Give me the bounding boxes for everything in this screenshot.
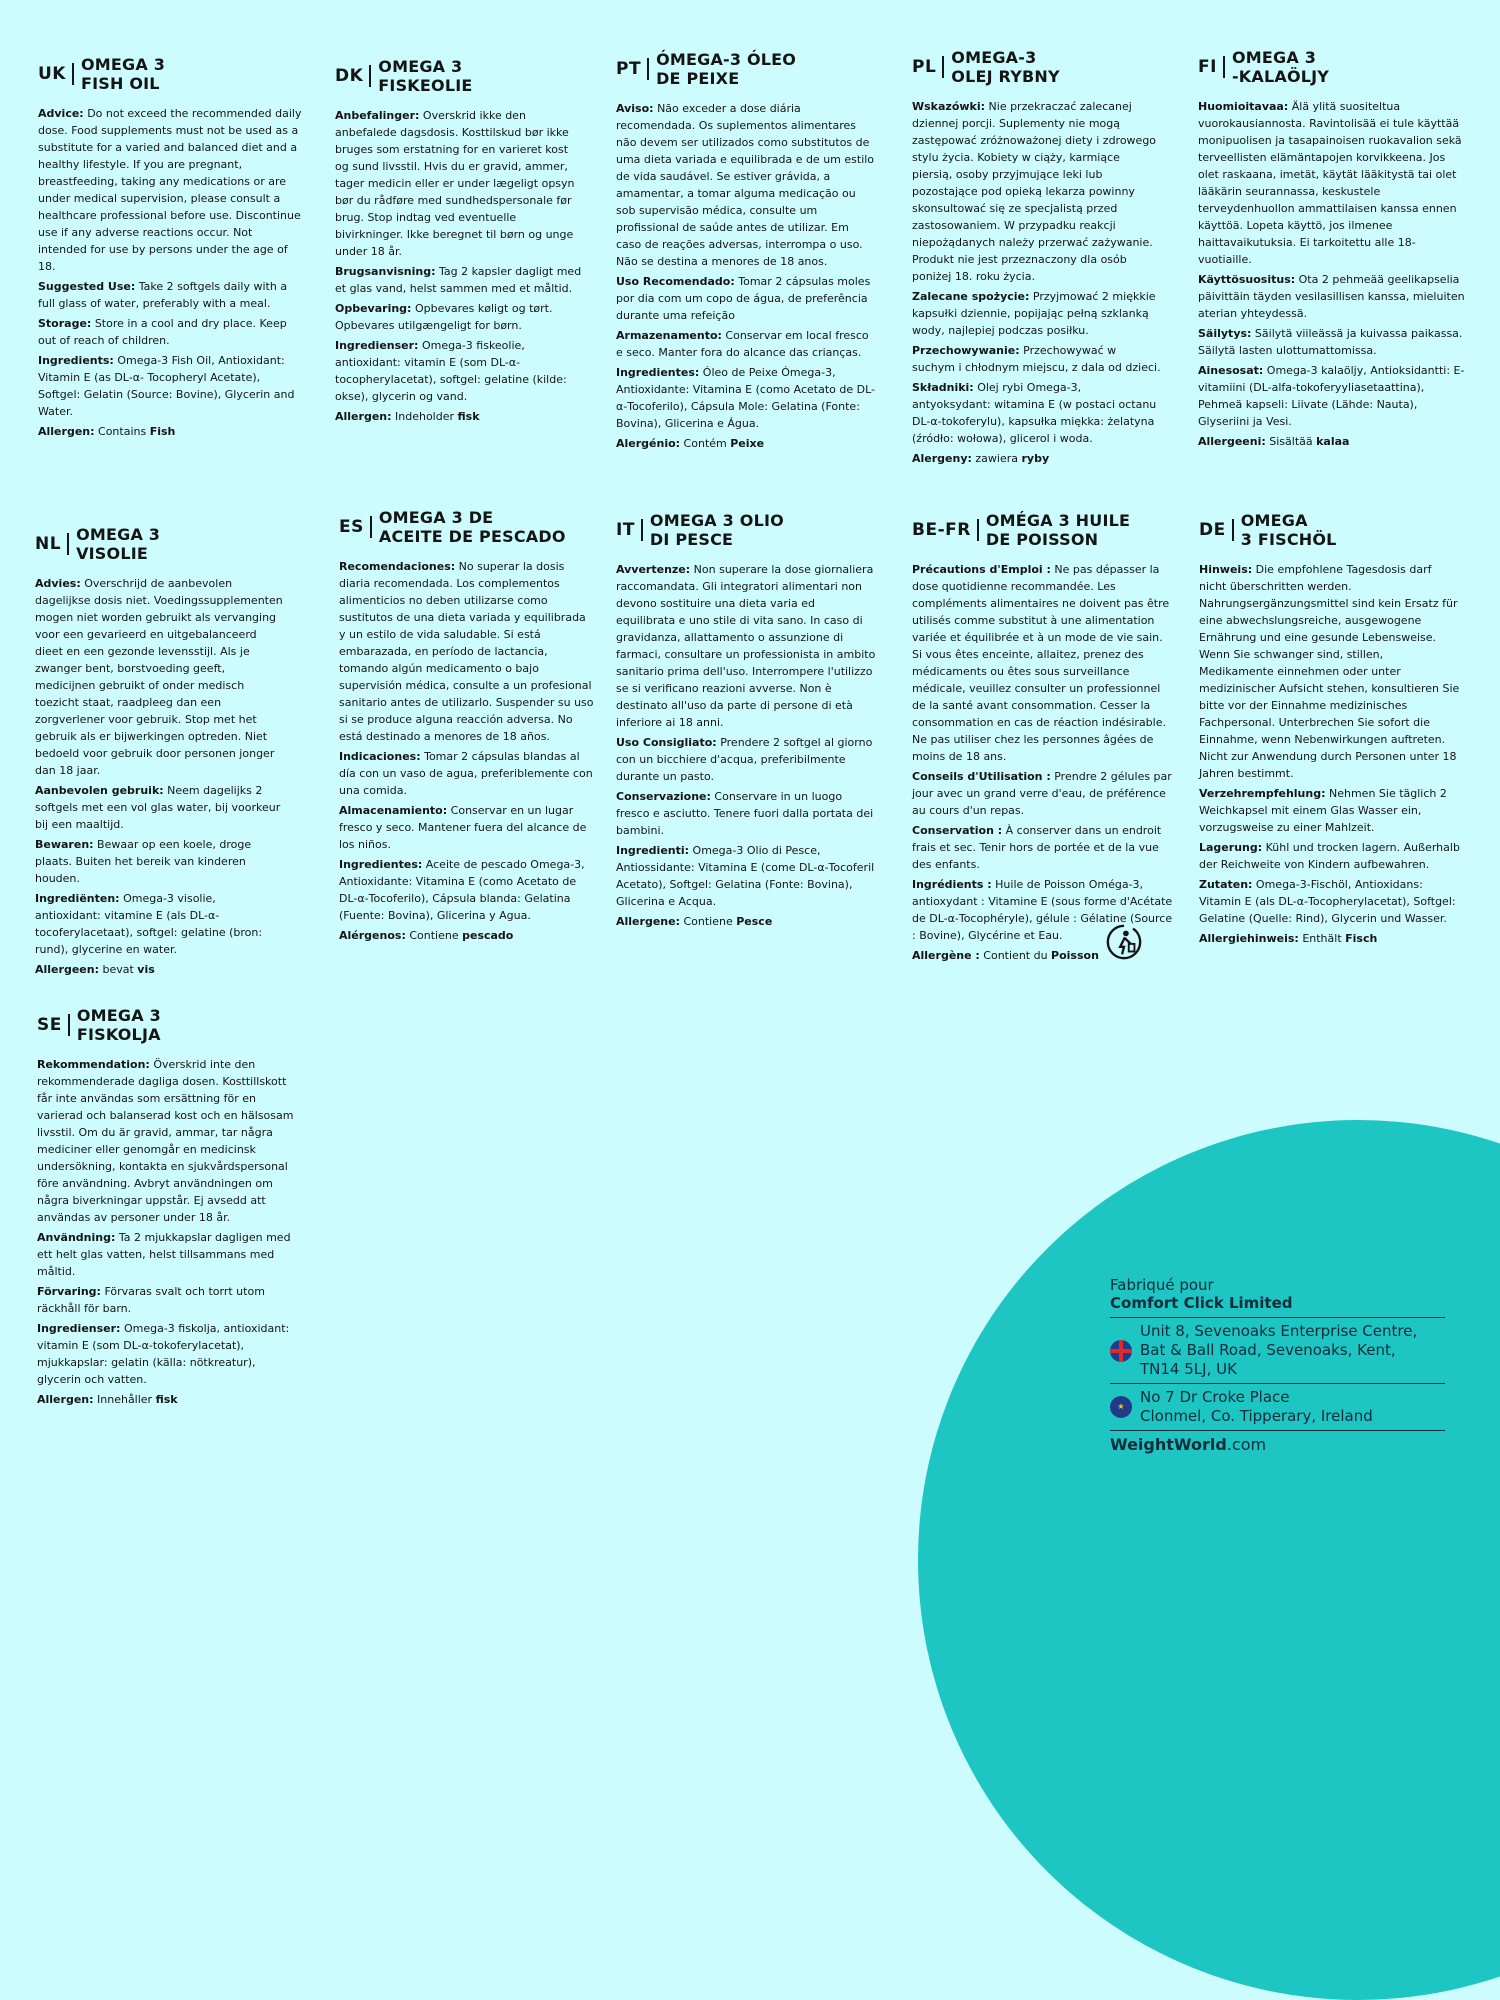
panel-es — [339, 508, 594, 947]
section-label: Précautions d'Emploi : — [912, 563, 1051, 576]
allergen-highlight: ryby — [1021, 452, 1050, 465]
section-text: Olej rybi Omega-3, antyoksydant: witamina E (w postaci octanu DL-α-tokoferylu), kapsułka miękka: żelatyna (źródło: wołowa), glicerol i woda. — [912, 381, 1157, 445]
section-text: Huile de Poisson Oméga-3, antioxydant : Vitamine E (sous forme d'Acétate de DL-α-Tocophéryle), gélule : Gélatine (Source : Bovine), Glycérine et Eau. — [912, 878, 1173, 942]
country-code: NL — [35, 534, 62, 554]
divider — [369, 65, 371, 87]
section-text: Omega-3 fiskeolie, antioxidant: vitamin E (som DL-α-tocopherylacetat), softgel: gelatine (kilde: okse), glycerin og vand. — [335, 339, 567, 403]
section-text: Non superare la dose giornaliera raccomandata. Gli integratori alimentari non devono sostituire una dieta varia ed equilibrata e uno stile di vita sano. In caso di gravidanza, allattamento o assunzione di farmaci, consultare un professionista in ambito sanitario prima dell'uso. Interrompere l'utilizzo se si verificano reazioni avverse. Non è destinato all'uso da parte di persone di età inferiore ai 18 anni. — [616, 563, 876, 729]
info-section — [37, 1283, 299, 1317]
info-section — [616, 100, 876, 270]
info-section — [616, 364, 876, 432]
info-section — [1199, 839, 1461, 873]
divider — [67, 533, 69, 555]
info-section — [1199, 876, 1461, 927]
made-for-label: Fabriqué pour — [1110, 1276, 1214, 1294]
info-section — [912, 822, 1174, 873]
section-label: Hinweis: — [1199, 563, 1253, 576]
section-label: Anbefalinger: — [335, 109, 420, 122]
info-section — [1198, 433, 1468, 450]
manufacturer-footer — [1110, 1276, 1445, 1454]
info-section — [912, 98, 1162, 285]
panel-dk — [335, 57, 585, 428]
info-section — [616, 734, 876, 785]
country-code: PT — [616, 59, 642, 79]
section-text: Ota 2 pehmeää geelikapselia päivittäin täyden vesilasillisen kanssa, mieluiten aterian yhteydessä. — [1198, 273, 1465, 320]
section-text: Prendere 2 softgel al giorno con un bicchiere d'acqua, preferibilmente durante un pasto. — [616, 736, 873, 783]
info-section — [339, 558, 594, 745]
section-text: À conserver dans un endroit frais et sec. Tenir hors de portée et de la vue des enfants. — [912, 824, 1162, 871]
section-text: Store in a cool and dry place. Keep out of reach of children. — [38, 317, 287, 347]
divider — [647, 58, 649, 80]
info-section — [38, 278, 303, 312]
divider — [942, 56, 944, 78]
section-label: Ingredientes: — [339, 858, 423, 871]
info-section — [335, 300, 585, 334]
allergen-highlight: Fish — [149, 425, 176, 438]
info-section — [335, 107, 585, 260]
section-text: Take 2 softgels daily with a full glass of water, preferably with a meal. — [38, 280, 288, 310]
info-section — [616, 273, 876, 324]
section-text: Conservar en un lugar fresco y seco. Mantener fuera del alcance de los niños. — [339, 804, 587, 851]
divider — [68, 1014, 70, 1036]
divider — [641, 519, 643, 541]
divider — [977, 519, 979, 541]
info-section — [339, 856, 594, 924]
product-title: OMEGA 3 OLIO DI PESCE — [649, 511, 784, 549]
section-text: bevat — [98, 963, 138, 976]
info-section — [616, 327, 876, 361]
section-text: Nehmen Sie täglich 2 Weichkapsel mit einem Glas Wasser ein, vorzugsweise zu einer Mahlzeit. — [1199, 787, 1447, 834]
panel-pl — [912, 48, 1162, 470]
info-section — [38, 423, 303, 440]
decorative-circle — [918, 1120, 1500, 2000]
info-section — [339, 802, 594, 853]
panel-header — [616, 50, 876, 88]
panel-header — [339, 508, 594, 546]
section-text: Omega-3-Fischöl, Antioxidans: Vitamin E (als DL-α-Tocopherylacetat), Softgel: Gelatine (Quelle: Rind), Glycerin und Wasser. — [1199, 878, 1456, 925]
section-label: Advice: — [38, 107, 84, 120]
section-label: Advies: — [35, 577, 81, 590]
allergen-highlight: Pesce — [736, 915, 773, 928]
brand-website[interactable] — [1110, 1430, 1445, 1454]
allergen-highlight: fisk — [155, 1393, 178, 1406]
allergen-highlight: Poisson — [1051, 949, 1099, 962]
section-label: Bewaren: — [35, 838, 94, 851]
section-text: Omega-3 Olio di Pesce, Antiossidante: Vitamina E (come DL-α-Tocoferil Acetato), Softgel: Gelatina (Fonte: Bovina), Glicerina e Acqua. — [616, 844, 875, 908]
info-section — [912, 561, 1174, 765]
country-code: SE — [37, 1015, 62, 1035]
section-text: Omega-3 Fish Oil, Antioxidant: Vitamin E (as DL-α- Tocopheryl Acetate), Softgel: Gelatin (Source: Bovine), Glycerin and Water. — [38, 354, 295, 418]
panel-header — [37, 1006, 299, 1044]
panel-pt — [616, 50, 876, 455]
section-text: Omega-3 fiskolja, antioxidant: vitamin E (som DL-α-tokoferylacetat), mjukkapslar: gelatin (källa: nötkreatur), glycerin och vatten. — [37, 1322, 290, 1386]
country-code: PL — [912, 57, 937, 77]
section-label: Recomendaciones: — [339, 560, 456, 573]
product-title: OMEGA-3 OLEJ RYBNY — [951, 48, 1060, 86]
section-text: Die empfohlene Tagesdosis darf nicht überschritten werden. Nahrungsergänzungsmittel sind kein Ersatz für eine abwechslungsreiche, ausgewogene Ernährung und eine gesunde Lebensweise. Wenn Sie schwanger sind, stillen, Medikamente einnehmen oder unter medizinischer Aufsicht stehen, konsultieren Sie bitte vor der Einnahme medizinisches Fachpersonal. Unterbrechen Sie sofort die Einnahme, wenn Nebenwirkungen auftreten. Nicht zur Anwendung durch Personen unter 18 Jahren bestimmt. — [1199, 563, 1460, 780]
section-text: Contains — [94, 425, 150, 438]
info-section — [616, 435, 876, 452]
section-label: Lagerung: — [1199, 841, 1263, 854]
country-code: FI — [1198, 57, 1217, 77]
section-label: Przechowywanie: — [912, 344, 1020, 357]
info-section — [912, 768, 1174, 819]
divider — [370, 516, 372, 538]
info-section — [335, 337, 585, 405]
section-text: No superar la dosis diaria recomendada. Los complementos alimenticios no deben utilizarse como sustitutos de una dieta variada y equilibrada y un estilo de vida saludable. Si está embarazada, en período de lactancia, tomando algún medicamento o bajo supervisión médica, consulte a un profesional sanitario antes de utilizarlo. Suspender su uso si se produce alguna reacción adversa. No está destinado a menores de 18 años. — [339, 560, 594, 743]
section-label: Användning: — [37, 1231, 116, 1244]
section-text: Opbevares køligt og tørt. Opbevares utilgængeligt for børn. — [335, 302, 553, 332]
panel-be-fr — [912, 511, 1174, 967]
panel-header — [335, 57, 585, 95]
section-text: Contiene — [679, 915, 737, 928]
info-section — [35, 782, 285, 833]
info-section — [37, 1229, 299, 1280]
product-title: OMEGA 3 DE ACEITE DE PESCADO — [378, 508, 566, 546]
product-title: OMEGA 3 -KALAÖLJY — [1231, 48, 1330, 86]
section-label: Ainesosat: — [1198, 364, 1264, 377]
section-text: Ne pas dépasser la dose quotidienne recommandée. Les compléments alimentaires ne doivent pas être utilisés comme substitut à une alimentation variée et équilibrée et à un mode de vie sain. Si vous êtes enceinte, allaitez, prenez des médicaments ou êtes sous surveillance médicale, veuillez consulter un professionnel de la santé avant consommation. Cesser la consommation en cas de réaction indésirable. Ne pas utiliser chez les personnes âgées de moins de 18 ans. — [912, 563, 1170, 763]
section-text: zawiera — [971, 452, 1022, 465]
section-label: Säilytys: — [1198, 327, 1252, 340]
section-label: Avvertenze: — [616, 563, 691, 576]
section-text: Overschrijd de aanbevolen dagelijkse dosis niet. Voedingssupplementen mogen niet worden gebruikt als vervanging voor een gevarieerd en uitgebalanceerd dieet en een gezonde levensstijl. Als je zwanger bent, borstvoeding geeft, medicijnen gebruikt of onder medisch toezicht staat, raadpleeg dan een zorgverlener voor gebruik. Stop met het gebruik als er bijwerkingen optreden. Niet bedoeld voor gebruik door personen jonger dan 18 jaar. — [35, 577, 283, 777]
panel-nl — [35, 525, 285, 981]
panel-fi — [1198, 48, 1468, 453]
info-section — [1199, 561, 1461, 782]
section-text: Nie przekraczać zalecanej dziennej porcji. Suplementy nie mogą zastępować zróżnoważonej diety i zdrowego stylu życia. Kobiety w ciąży, karmiące piersią, osoby przyjmujące leki lub pozostające pod opieką lekarza powinny skonsultować się ze specjalistą przed zastosowaniem. W przypadku reakcji niepożądanych należy przerwać zażywanie. Produkt nie jest przeznaczony dla osób poniżej 18. roku życia. — [912, 100, 1157, 283]
section-label: Huomioitavaa: — [1198, 100, 1289, 113]
panel-header — [1199, 511, 1461, 549]
info-section — [1199, 785, 1461, 836]
eu-flag-icon: ★ — [1110, 1396, 1132, 1418]
section-text: Aceite de pescado Omega-3, Antioxidante: Vitamina E (como Acetato de DL-α-Tocoferilo), Cápsula blanda: Gelatina (Fuente: Bovina), Glicerina y Agua. — [339, 858, 585, 922]
section-label: Förvaring: — [37, 1285, 101, 1298]
info-section — [912, 288, 1162, 339]
info-section — [912, 379, 1162, 447]
divider — [1232, 519, 1234, 541]
section-text: Indeholder — [391, 410, 458, 423]
section-text: Przechowywać w suchym i chłodnym miejscu, z dala od dzieci. — [912, 344, 1161, 374]
info-section — [37, 1056, 299, 1226]
country-code: ES — [339, 517, 364, 537]
ie-address: No 7 Dr Croke Place Clonmel, Co. Tipperary, Ireland — [1140, 1388, 1373, 1425]
country-code: IT — [616, 520, 635, 540]
company-name: Comfort Click Limited — [1110, 1294, 1293, 1312]
section-text: Conservare in un luogo fresco e asciutto. Tenere fuori dalla portata dei bambini. — [616, 790, 874, 837]
info-section — [616, 561, 876, 731]
info-section — [912, 450, 1162, 467]
section-text: Do not exceed the recommended daily dose. Food supplements must not be used as a substitute for a varied and balanced diet and a healthy lifestyle. If you are pregnant, breastfeeding, taking any medications or are under medical supervision, please consult a healthcare professional before use. Discontinue use if any adverse reactions occur. Not intended for use by persons under the age of 18. — [38, 107, 302, 273]
country-code: DE — [1199, 520, 1226, 540]
section-label: Almacenamiento: — [339, 804, 448, 817]
section-label: Ingrédients : — [912, 878, 992, 891]
section-label: Uso Recomendado: — [616, 275, 735, 288]
section-label: Käyttösuositus: — [1198, 273, 1296, 286]
product-title: OMÉGA 3 HUILE DE POISSON — [985, 511, 1131, 549]
section-label: Aanbevolen gebruik: — [35, 784, 164, 797]
section-label: Conseils d'Utilisation : — [912, 770, 1051, 783]
panel-header — [912, 511, 1174, 549]
allergen-highlight: Peixe — [730, 437, 765, 450]
section-label: Verzehrempfehlung: — [1199, 787, 1326, 800]
section-label: Wskazówki: — [912, 100, 986, 113]
info-section — [38, 315, 303, 349]
section-label: Aviso: — [616, 102, 654, 115]
allergen-highlight: fisk — [457, 410, 480, 423]
section-label: Ingrediënten: — [35, 892, 120, 905]
section-label: Allergen: — [38, 425, 95, 438]
info-section — [1198, 362, 1468, 430]
info-section — [35, 836, 285, 887]
info-section — [335, 408, 585, 425]
info-section — [339, 748, 594, 799]
divider — [1223, 56, 1225, 78]
panel-it — [616, 511, 876, 933]
allergen-highlight: pescado — [462, 929, 514, 942]
section-label: Ingredientes: — [616, 366, 700, 379]
section-label: Allergen: — [335, 410, 392, 423]
section-label: Ingredienser: — [335, 339, 419, 352]
section-label: Storage: — [38, 317, 92, 330]
section-text: Älä ylitä suositeltua vuorokausiannosta. Ravintolisää ei tule käyttää monipuolisen ja tasapainoisen ruokavalion sekä terveellisten elämäntapojen korvikkeena. Jos olet raskaana, imetät, käytät lääkitystä tai olet lääkärin seurannassa, keskustele terveydenhuollon ammattilaisen kanssa ennen käyttöä. Lopeta käyttö, jos ilmenee haittavaikutuksia. Ei tarkoitettu alle 18-vuotiaille. — [1198, 100, 1462, 266]
section-text: Omega-3 visolie, antioxidant: vitamine E (als DL-α-tocoferylacetaat), softgel: gelatine (bron: rund), glycerine en water. — [35, 892, 263, 956]
section-text: Ta 2 mjukkapslar dagligen med ett helt glas vatten, helst tillsammans med måltid. — [37, 1231, 291, 1278]
section-label: Indicaciones: — [339, 750, 421, 763]
panel-se — [37, 1006, 299, 1411]
section-text: Overskrid ikke den anbefalede dagsdosis. Kosttilskud bør ikke bruges som erstatning for en varieret kost og sund livsstil. Hvis du er gravid, ammer, tager medicin eller er under lægeligt opsyn bør du rådføre med sundhedspersonale før brug. Stop indtag ved eventuelle bivirkninger. Ikke beregnet til børn og unge under 18 år. — [335, 109, 575, 258]
panel-uk — [38, 55, 303, 443]
uk-address: Unit 8, Sevenoaks Enterprise Centre, Bat & Ball Road, Sevenoaks, Kent, TN14 5LJ, UK — [1140, 1322, 1418, 1378]
info-section — [616, 788, 876, 839]
info-section — [38, 352, 303, 420]
section-label: Zutaten: — [1199, 878, 1253, 891]
section-label: Alérgenos: — [339, 929, 406, 942]
country-code: BE-FR — [912, 520, 971, 540]
uk-address-row — [1110, 1317, 1445, 1383]
panel-header — [35, 525, 285, 563]
section-label: Allergiehinweis: — [1199, 932, 1299, 945]
section-text: Contém — [680, 437, 731, 450]
section-text: Kühl und trocken lagern. Außerhalb der Reichweite von Kindern aufbewahren. — [1199, 841, 1460, 871]
divider — [72, 63, 74, 85]
country-code: UK — [38, 64, 66, 84]
info-section — [1199, 930, 1461, 947]
allergen-highlight: kalaa — [1316, 435, 1350, 448]
tidyman-disposal-icon — [1105, 923, 1143, 961]
info-section — [616, 842, 876, 910]
info-section — [37, 1391, 299, 1408]
section-label: Opbevaring: — [335, 302, 412, 315]
allergen-highlight: Fisch — [1345, 932, 1378, 945]
section-label: Alergeny: — [912, 452, 972, 465]
section-text: Enthält — [1298, 932, 1346, 945]
section-text: Contient du — [979, 949, 1052, 962]
section-text: Sisältää — [1265, 435, 1317, 448]
section-text: Não exceder a dose diária recomendada. Os suplementos alimentares não devem ser utilizados como substitutos de uma dieta variada e equilibrada e de um estilo de vida saudável. Se estiver grávida, a amamentar, a tomar alguma medicação ou sob supervisão médica, consulte um profissional de saúde antes de utilizar. Em caso de reações adversas, interrompa o uso. Não se destina a menores de 18 anos. — [616, 102, 875, 268]
section-label: Składniki: — [912, 381, 974, 394]
section-text: Bewaar op een koele, droge plaats. Buiten het bereik van kinderen houden. — [35, 838, 252, 885]
info-section — [912, 342, 1162, 376]
section-text: Neem dagelijks 2 softgels met een vol glas water, bij voorkeur bij een maaltijd. — [35, 784, 281, 831]
panel-header — [38, 55, 303, 93]
brand-domain: .com — [1226, 1435, 1267, 1454]
section-text: Innehåller — [93, 1393, 156, 1406]
country-code: DK — [335, 66, 364, 86]
panel-header — [1198, 48, 1468, 86]
section-text: Óleo de Peixe Ómega-3, Antioxidante: Vitamina E (como Acetato de DL-α-Tocoferilo), Cápsula Mole: Gelatina (Fonte: Bovina), Glicerina e Água. — [616, 366, 875, 430]
product-title: OMEGA 3 FISKEOLIE — [378, 57, 473, 95]
section-label: Uso Consigliato: — [616, 736, 717, 749]
product-title: ÓMEGA-3 ÓLEO DE PEIXE — [656, 50, 797, 88]
section-label: Ingredienti: — [616, 844, 690, 857]
section-label: Conservazione: — [616, 790, 711, 803]
section-text: Przyjmować 2 miękkie kapsułki dziennie, popijając pełną szklanką wody, najlepiej podczas posiłku. — [912, 290, 1156, 337]
section-label: Suggested Use: — [38, 280, 136, 293]
info-section — [339, 927, 594, 944]
section-text: Tomar 2 cápsulas blandas al día con un vaso de agua, preferiblemente con una comida. — [339, 750, 593, 797]
section-label: Zalecane spożycie: — [912, 290, 1030, 303]
section-text: Conservar em local fresco e seco. Manter fora do alcance das crianças. — [616, 329, 869, 359]
section-text: Contiene — [405, 929, 463, 942]
allergen-highlight: vis — [137, 963, 155, 976]
section-label: Alergénio: — [616, 437, 681, 450]
section-text: Säilytä viileässä ja kuivassa paikassa. Säilytä lasten ulottumattomissa. — [1198, 327, 1463, 357]
section-text: Förvaras svalt och torrt utom räckhåll för barn. — [37, 1285, 265, 1315]
product-title: OMEGA 3 VISOLIE — [76, 525, 161, 563]
section-label: Conservation : — [912, 824, 1003, 837]
section-label: Allergeen: — [35, 963, 99, 976]
info-section — [1198, 325, 1468, 359]
info-section — [35, 890, 285, 958]
section-label: Ingredienser: — [37, 1322, 121, 1335]
panel-header — [616, 511, 876, 549]
panel-de — [1199, 511, 1461, 950]
section-label: Armazenamento: — [616, 329, 722, 342]
product-title: OMEGA 3 FISKOLJA — [76, 1006, 161, 1044]
info-section — [35, 575, 285, 779]
info-section — [1198, 271, 1468, 322]
section-text: Överskrid inte den rekommenderade dagliga dosen. Kosttillskott får inte användas som ersättning för en varierad och balanserad kost och en hälsosam livsstil. Om du är gravid, ammar, tar några mediciner eller genomgår en medicinsk undersökning, kontakta en sjukvårdspersonal före användning. Avbryt användningen om några biverkningar uppstår. Ej avsedd att användas av personer under 18 år. — [37, 1058, 294, 1224]
section-label: Allergène : — [912, 949, 980, 962]
product-title: OMEGA 3 FISCHÖL — [1240, 511, 1337, 549]
section-label: Allergeeni: — [1198, 435, 1266, 448]
section-text: Prendre 2 gélules par jour avec un grand verre d'eau, de préférence au cours d'un repas. — [912, 770, 1172, 817]
ie-address-row — [1110, 1383, 1445, 1430]
section-text: Tomar 2 cápsulas moles por dia com um copo de água, de preferência durante uma refeição — [616, 275, 871, 322]
info-section — [38, 105, 303, 275]
uk-flag-icon — [1110, 1340, 1132, 1362]
section-label: Allergene: — [616, 915, 680, 928]
info-section — [616, 913, 876, 930]
info-section — [35, 961, 285, 978]
section-label: Allergen: — [37, 1393, 94, 1406]
panel-header — [912, 48, 1162, 86]
section-label: Rekommendation: — [37, 1058, 150, 1071]
section-text: Tag 2 kapsler dagligt med et glas vand, helst sammen med et måltid. — [335, 265, 582, 295]
section-text: Omega-3 kalaöljy, Antioksidantti: E-vitamiini (DL-alfa-tokoferyyliasetaattina), Pehmeä kapseli: Liivate (Lähde: Nauta), Glyseriini ja Vesi. — [1198, 364, 1465, 428]
brand-name: WeightWorld — [1110, 1435, 1227, 1454]
product-title: OMEGA 3 FISH OIL — [80, 55, 166, 93]
info-section — [335, 263, 585, 297]
info-section — [37, 1320, 299, 1388]
section-label: Ingredients: — [38, 354, 114, 367]
info-section — [1198, 98, 1468, 268]
section-label: Brugsanvisning: — [335, 265, 436, 278]
